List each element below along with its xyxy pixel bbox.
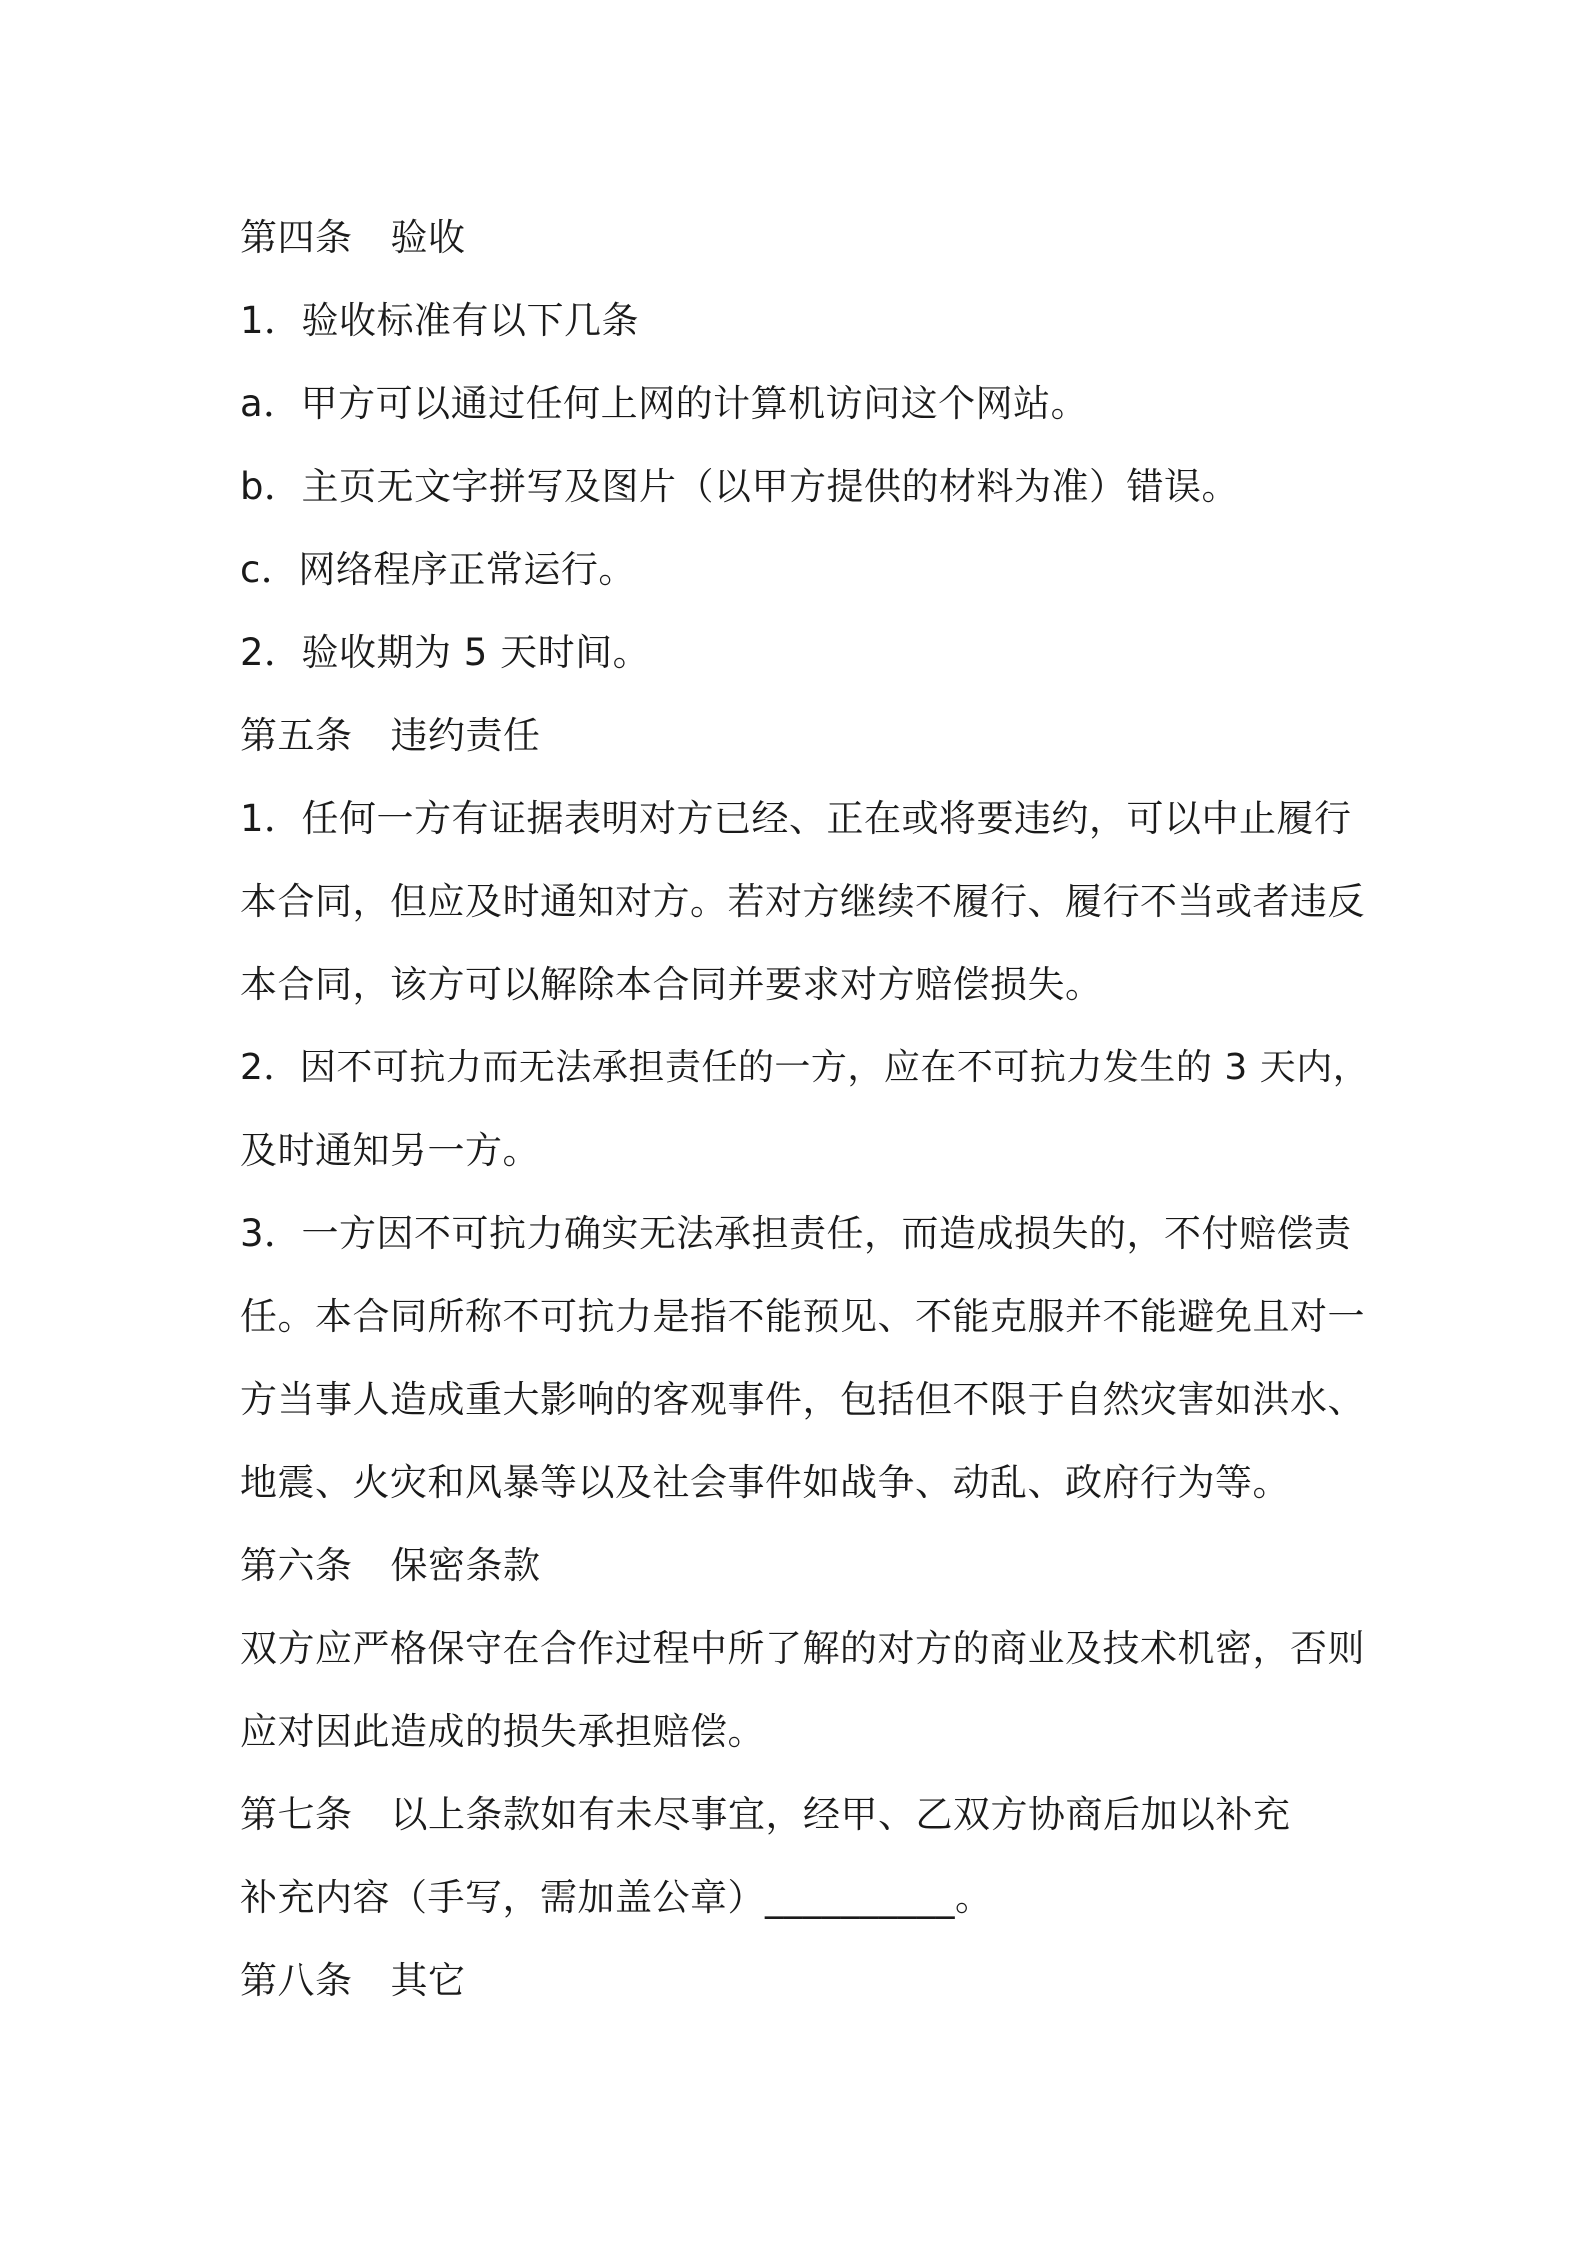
paragraph-line: c．网络程序正常运行。 [240, 548, 636, 591]
article-title: 保密条款 [390, 1544, 541, 1587]
paragraph-line: 及时通知另一方。 [240, 1129, 540, 1172]
article-7-heading [240, 1773, 1370, 1856]
article-number: 第六条 [240, 1544, 353, 1587]
article-title: 违约责任 [390, 714, 541, 757]
article-number: 第八条 [240, 1959, 353, 2002]
paragraph-line: 2．因不可抗力而无法承担责任的一方，应在不可抗力发生的 3 天内， [240, 1047, 1370, 1088]
article-5-heading [240, 694, 1370, 777]
supplement-fill-in-line: 补充内容（手写，需加盖公章）__________。 [240, 1876, 993, 1919]
article-number: 第四条 [240, 216, 353, 259]
paragraph-line: 方当事人造成重大影响的客观事件，包括但不限于自然灾害如洪水、 [240, 1378, 1365, 1421]
article-title: 以上条款如有未尽事宜，经甲、乙双方协商后加以补充 [390, 1793, 1291, 1836]
paragraph-line: 1．验收标准有以下几条 [240, 299, 640, 342]
paragraph-line: 地震、火灾和风暴等以及社会事件如战争、动乱、政府行为等。 [240, 1461, 1290, 1504]
paragraph-line: 本合同，但应及时通知对方。若对方继续不履行、履行不当或者违反 [240, 880, 1365, 923]
paragraph-line: 任。本合同所称不可抗力是指不能预见、不能克服并不能避免且对一 [240, 1295, 1365, 1338]
article-number: 第五条 [240, 714, 353, 757]
paragraph-line: 1．任何一方有证据表明对方已经、正在或将要违约，可以中止履行 [240, 797, 1352, 840]
paragraph-line: 双方应严格保守在合作过程中所了解的对方的商业及技术机密，否则 [240, 1627, 1365, 1670]
article-title: 其它 [390, 1959, 466, 2002]
paragraph-line: b．主页无文字拼写及图片（以甲方提供的材料为准）错误。 [240, 465, 1239, 508]
paragraph-line: 本合同，该方可以解除本合同并要求对方赔偿损失。 [240, 963, 1103, 1006]
article-4-heading [240, 196, 1370, 279]
document-body [240, 196, 1370, 2022]
paragraph-line: 3．一方因不可抗力确实无法承担责任，而造成损失的，不付赔偿责 [240, 1212, 1352, 1255]
article-8-heading [240, 1939, 1370, 2022]
paragraph-line: a．甲方可以通过任何上网的计算机访问这个网站。 [240, 382, 1089, 425]
article-6-heading [240, 1524, 1370, 1607]
paragraph-line: 2．验收期为 5 天时间。 [240, 631, 651, 674]
article-number: 第七条 [240, 1793, 353, 1836]
article-title: 验收 [390, 216, 466, 259]
paragraph-line: 应对因此造成的损失承担赔偿。 [240, 1710, 765, 1753]
